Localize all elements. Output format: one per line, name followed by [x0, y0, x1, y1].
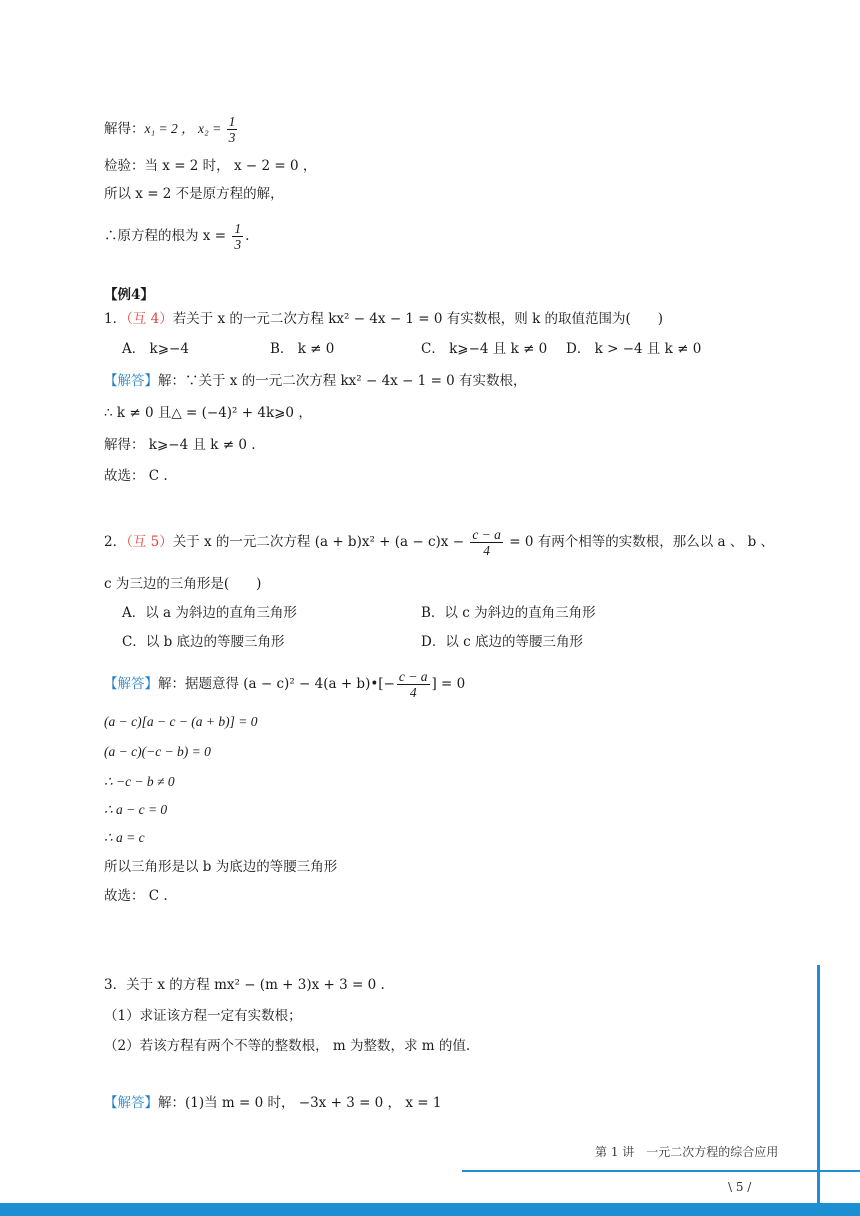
denominator: 4 [483, 543, 490, 558]
page-number: \ 5 / [728, 1180, 752, 1194]
answer-tag: 【解答】 [104, 373, 158, 389]
question-tag: （互 5） [126, 534, 173, 550]
q2-solution-line-1 [104, 669, 465, 700]
question-text: = 0 有两个相等的实数根，那么以 a 、 b 、 [504, 534, 775, 550]
question-1-stem [104, 310, 663, 328]
question-number: 1． [104, 311, 127, 327]
q2-solution-line-4: ∴ −c − b ≠ 0 [104, 774, 175, 789]
q1-solution-line-3: 解得： k⩾−4 且 k ≠ 0 . [104, 437, 256, 453]
denominator: 3 [234, 237, 242, 252]
q2-solution-line-2: (a − c)[a − c − (a + b)] = 0 [104, 714, 258, 729]
solution-line-not-root: 所以 x = 2 不是原方程的解， [104, 186, 284, 202]
chapter-title: 第 1 讲 一元二次方程的综合应用 [595, 1145, 779, 1159]
text: 解：据题意得 (a − c)² − 4(a + b)•[− [158, 676, 395, 692]
q1-option-b: B． k ≠ 0 [270, 341, 335, 357]
q1-solution-line-1 [104, 372, 527, 390]
footer-horizontal-rule [462, 1170, 860, 1172]
q3-part-2: （2）若该方程有两个不等的整数根， m 为整数，求 m 的值. [104, 1038, 471, 1054]
q2-solution-line-3: (a − c)(−c − b) = 0 [104, 744, 211, 759]
footer-bar [0, 1203, 860, 1216]
example-heading: 【例4】 [104, 287, 154, 303]
math: x₁ = 2 ， x₂ = [144, 121, 225, 136]
text: ∴原方程的根为 x = [104, 228, 231, 244]
question-2-stem [104, 527, 774, 558]
fraction [470, 527, 503, 558]
q2-solution-line-5: ∴ a − c = 0 [104, 802, 168, 817]
q2-solution-line-6: ∴ a = c [104, 830, 145, 845]
solution-line-roots [104, 114, 239, 145]
text: 解：(1)当 m = 0 时， −3x + 3 = 0 ， x = 1 [158, 1095, 442, 1111]
text: ] = 0 [431, 676, 466, 692]
q2-solution-line-7: 所以三角形是以 b 为底边的等腰三角形 [104, 859, 338, 875]
text: 解：∵关于 x 的一元二次方程 kx² − 4x − 1 = 0 有实数根， [158, 373, 527, 389]
q1-option-a: A． k⩾−4 [122, 341, 189, 357]
question-text: 若关于 x 的一元二次方程 kx² − 4x − 1 = 0 有实数根，则 k 的取值范围为( ) [172, 311, 664, 327]
numerator: 1 [228, 114, 236, 129]
question-number: 2． [104, 534, 127, 550]
numerator: c − a [472, 527, 501, 542]
solution-line-conclusion [104, 221, 249, 252]
question-text: 关于 x 的方程 mx² − (m + 3)x + 3 = 0 . [126, 977, 385, 993]
q1-solution-line-4: 故选： C . [104, 468, 168, 484]
denominator: 3 [228, 130, 236, 145]
q2-option-b: B．以 c 为斜边的直角三角形 [421, 605, 596, 621]
fraction [232, 221, 243, 252]
denominator: 4 [409, 685, 417, 700]
fraction [397, 669, 430, 700]
q2-option-d: D．以 c 底边的等腰三角形 [421, 634, 583, 650]
q2-option-a: A．以 a 为斜边的直角三角形 [122, 605, 297, 621]
solution-line-check: 检验：当 x = 2 时， x − 2 = 0 ， [104, 158, 317, 174]
fraction [227, 114, 238, 145]
numerator: 1 [234, 221, 242, 236]
q1-option-c: C． k⩾−4 且 k ≠ 0 [421, 341, 548, 357]
q3-solution-line-1 [104, 1094, 441, 1112]
q2-option-c: C．以 b 底边的等腰三角形 [122, 634, 285, 650]
q1-solution-line-2: ∴ k ≠ 0 且△ = (−4)² + 4k⩾0 ， [104, 405, 312, 421]
q3-part-1: （1）求证该方程一定有实数根； [104, 1008, 302, 1024]
q1-option-d: D． k > −4 且 k ≠ 0 [566, 341, 702, 357]
question-tag: （互 4） [126, 311, 173, 327]
text: 解得： [104, 121, 145, 137]
numerator: c − a [398, 669, 428, 684]
answer-tag: 【解答】 [104, 676, 158, 692]
footer-vertical-rule [817, 965, 820, 1205]
question-3-stem [104, 976, 385, 994]
question-2-stem-line-2: c 为三边的三角形是( ) [104, 576, 262, 592]
answer-tag: 【解答】 [104, 1095, 158, 1111]
question-text: 关于 x 的一元二次方程 (a + b)x² + (a − c)x − [172, 534, 469, 550]
question-number: 3． [104, 977, 127, 993]
q2-solution-line-8: 故选： C . [104, 888, 168, 904]
text: . [245, 228, 250, 244]
